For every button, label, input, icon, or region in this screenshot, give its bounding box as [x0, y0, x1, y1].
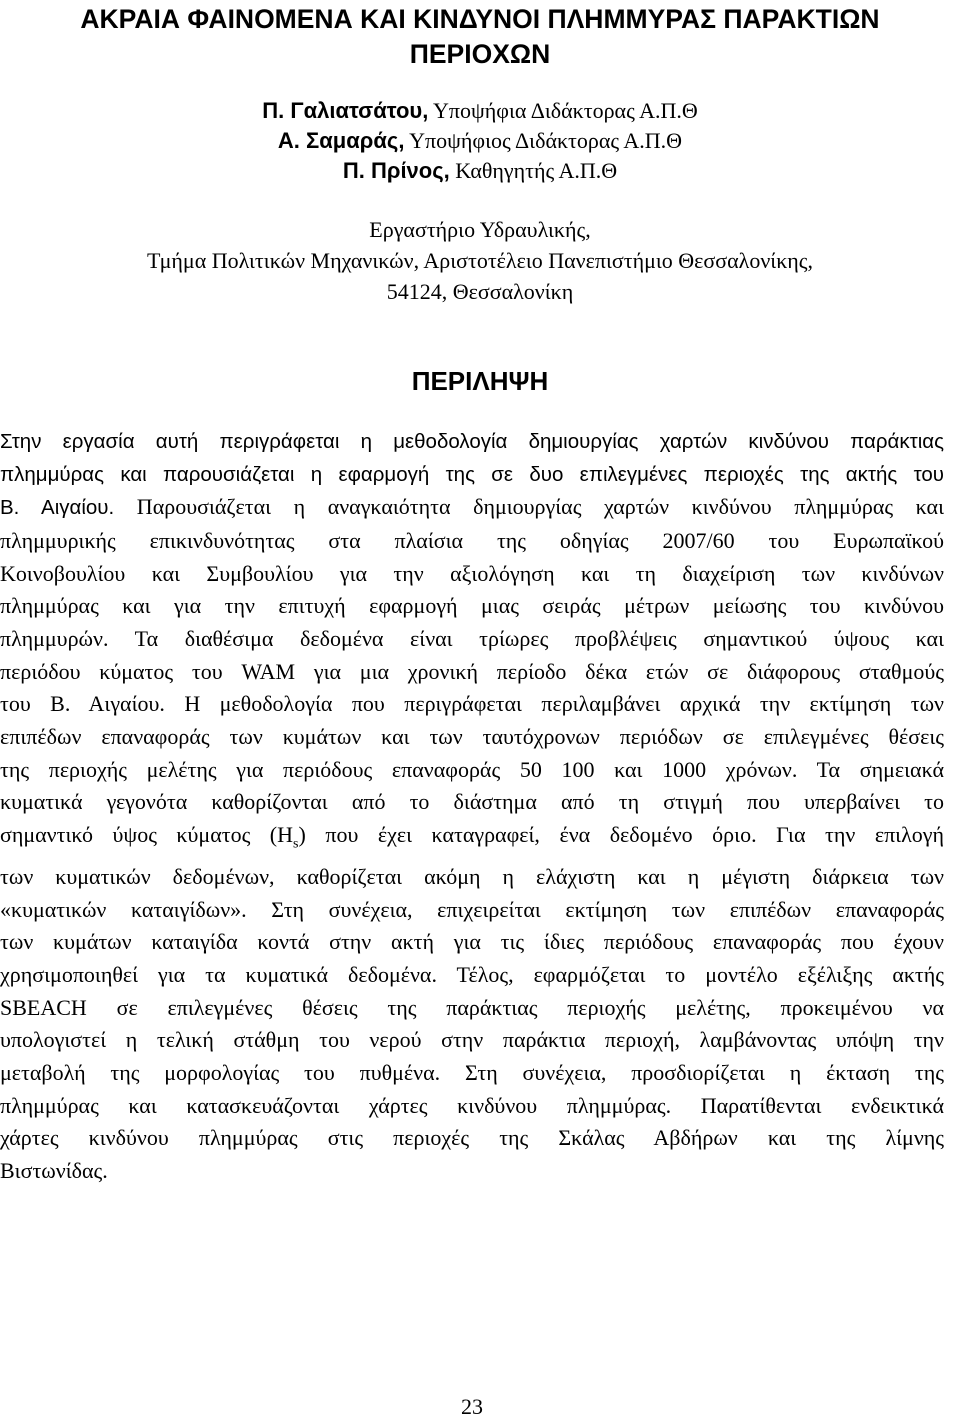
- author-name: Α. Σαμαράς,: [277, 128, 405, 153]
- abstract-line: πλημμυρικής επικινδυνότητας στα πλαίσια της οδηγίας 2007/60 του Ευρωπαϊκού: [0, 527, 944, 553]
- abstract-line-part: Παρουσιάζεται η αναγκαιότητα δημιουργίας χαρτών κινδύνου πλημμύρας και: [114, 494, 944, 520]
- page-number: 23: [461, 1394, 483, 1419]
- author-entry: [0, 126, 960, 156]
- abstract-line: χρησιμοποιηθεί για τα κυματικά δεδομένα. Τέλος, εφαρμόζεται το μοντέλο εξέλιξης ακτής: [0, 961, 944, 987]
- abstract-line: SBEACH σε επιλεγμένες θέσεις της παράκτιας περιοχής μελέτης, προκειμένου να: [0, 994, 944, 1020]
- author-list: [0, 96, 960, 186]
- author-role: Υποψήφια Διδάκτορας Α.Π.Θ: [428, 98, 698, 123]
- abstract-line: του Β. Αιγαίου. Η μεθοδολογία που περιγράφεται περιλαμβάνει αρχικά την εκτίμηση των: [0, 691, 944, 717]
- abstract-line: «κυματικών καταιγίδων». Στη συνέχεια, επιχειρείται εκτίμηση των επιπέδων επαναφοράς: [0, 896, 944, 922]
- abstract-line: χάρτες κινδύνου πλημμύρας στις περιοχές της Σκάλας Αβδήρων και της λίμνης: [0, 1125, 944, 1151]
- abstract-line: Βιστωνίδας.: [0, 1157, 108, 1183]
- abstract-line: [0, 819, 944, 861]
- abstract-line: των κυματικών δεδομένων, καθορίζεται ακόμη η ελάχιστη και η μέγιστη διάρκεια των: [0, 863, 944, 889]
- abstract-line: υπολογιστεί η τελική στάθμη του νερού στην παράκτια περιοχή, λαμβάνοντας υπόψη την: [0, 1027, 944, 1053]
- abstract-line: μεταβολή της μορφολογίας του πυθμένα. Στη συνέχεια, προσδιορίζεται η έκταση της: [0, 1059, 944, 1085]
- abstract-line: Στην εργασία αυτή περιγράφεται η μεθοδολογία δημιουργίας χαρτών κινδύνου παράκτιας: [0, 430, 944, 453]
- abstract-line: επιπέδων επαναφοράς των κυμάτων και των ταυτόχρονων περιόδων σε επιλεγμένες θέσεις: [0, 723, 944, 749]
- abstract-line: των κυμάτων καταιγίδα κοντά στην ακτή για τις ίδιες περιόδους επαναφοράς που έχουν: [0, 929, 944, 955]
- abstract-line: κυματικά γεγονότα καθορίζονται από το διάστημα από τη στιγμή που υπερβαίνει το: [0, 789, 944, 815]
- abstract-line: πλημμύρας και κατασκευάζονται χάρτες κινδύνου πλημμύρας. Παρατίθενται ενδεικτικά: [0, 1092, 944, 1118]
- abstract-line: πλημμύρας και για την επιτυχή εφαρμογή μιας σειράς μέτρων μείωσης του κινδύνου: [0, 593, 944, 619]
- affiliation-line: Τμήμα Πολιτικών Μηχανικών, Αριστοτέλειο Πανεπιστήμιο Θεσσαλονίκης,: [146, 248, 813, 273]
- subscript-s: s: [293, 836, 299, 852]
- abstract-line: Κοινοβουλίου και Συμβουλίου για την αξιολόγηση και τη διαχείριση των κινδύνων: [0, 560, 944, 586]
- abstract-line: περιόδου κύματος του WAM για μια χρονική περίοδο δέκα ετών σε διάφορους σταθμούς: [0, 658, 944, 684]
- abstract-line: της περιοχής μελέτης για περιόδους επαναφοράς 50 100 και 1000 χρόνων. Τα σημειακά: [0, 756, 944, 782]
- abstract-heading: ΠΕΡΙΛΗΨΗ: [411, 366, 549, 396]
- affiliation-line: Εργαστήριο Υδραυλικής,: [369, 217, 591, 242]
- paper-title-line-2: ΠΕΡΙΟΧΩΝ: [409, 39, 551, 69]
- affiliation: [0, 214, 960, 307]
- abstract-line: [0, 491, 944, 525]
- abstract-line: πλημμύρας και παρουσιάζεται η εφαρμογή της σε δυο επιλεγμένες περιοχές της ακτής του: [0, 462, 944, 486]
- author-entry: [0, 156, 960, 186]
- abstract-line-part: σημαντικό ύψος κύματος (H: [0, 821, 294, 847]
- author-role: Καθηγητής Α.Π.Θ: [449, 158, 618, 183]
- abstract-body: [0, 426, 944, 1187]
- paper-title: [0, 2, 960, 72]
- abstract-line: πλημμυρών. Τα διαθέσιμα δεδομένα είναι τρίωρες προβλέψεις σημαντικού ύψους και: [0, 625, 944, 651]
- author-name: Π. Πρίνος,: [342, 158, 450, 183]
- affiliation-line: 54124, Θεσσαλονίκη: [386, 279, 574, 304]
- abstract-line-part: Β. Αιγαίου.: [0, 496, 115, 520]
- author-name: Π. Γαλιατσάτου,: [262, 98, 429, 123]
- paper-title-line-1: ΑΚΡΑΙΑ ΦΑΙΝΟΜΕΝΑ ΚΑΙ ΚΙΝΔΥΝΟΙ ΠΛΗΜΜΥΡΑΣ ΠΑΡΑΚΤΙΩΝ: [80, 4, 880, 34]
- author-role: Υποψήφιος Διδάκτορας Α.Π.Θ: [404, 128, 683, 153]
- author-entry: [0, 96, 960, 126]
- abstract-line-part: ) που έχει καταγραφεί, ένα δεδομένο όριο. Για την επιλογή: [298, 821, 944, 847]
